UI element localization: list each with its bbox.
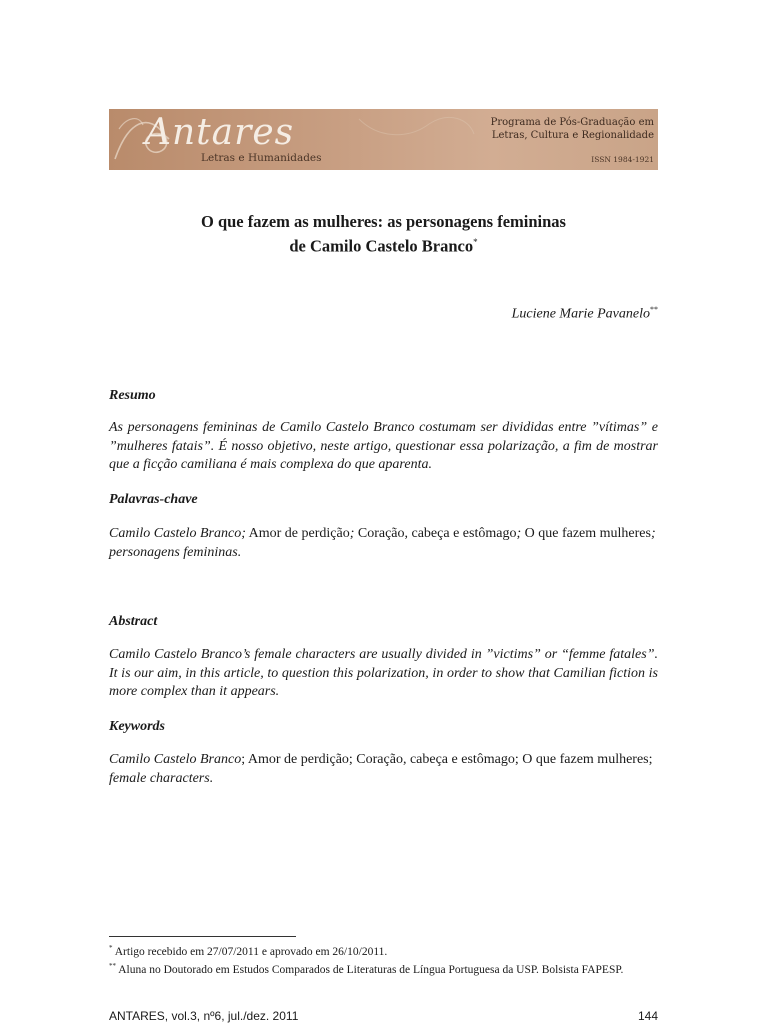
resumo-text: As personagens femininas de Camilo Castelo Branco costumam ser divididas entre ”vítimas” e ”mulheres fatais”. É nosso objetivo, neste artigo, questionar essa polarização, a fim de mostrar que a ficção camiliana é mais complexa do que aparenta. xyxy=(109,420,658,472)
title-footnote-mark[interactable]: * xyxy=(473,237,478,247)
author-name: Luciene Marie Pavanelo xyxy=(511,306,650,322)
abstract-heading: Abstract xyxy=(109,614,158,629)
journal-footer: ANTARES, vol.3, nº6, jul./dez. 2011 xyxy=(109,1009,299,1023)
keyword-3: Coração, cabeça e estômago xyxy=(354,526,517,541)
program-name xyxy=(454,116,654,142)
article-title xyxy=(109,212,658,257)
program-line-1: Programa de Pós-Graduação em xyxy=(490,117,654,128)
keyword-sep-2: ; xyxy=(516,526,522,541)
palavras-chave-heading: Palavras-chave xyxy=(109,492,198,507)
title-line-2 xyxy=(109,232,658,257)
keywords-text xyxy=(109,751,658,788)
en-keyword-2: ; Amor de perdição; Coração, cabeça e estômago; O que fazem mulheres; xyxy=(241,752,653,767)
palavras-chave-text xyxy=(109,525,658,562)
title-line-1: O que fazem as mulheres: as personagens femininas xyxy=(201,212,566,231)
keyword-1: Camilo Castelo Branco; xyxy=(109,526,246,541)
article-author xyxy=(512,305,658,323)
page-number: 144 xyxy=(637,1009,658,1023)
journal-logo: Antares xyxy=(145,112,295,153)
journal-logo-subtitle: Letras e Humanidades xyxy=(201,152,322,164)
footnote-2-text: Aluna no Doutorado em Estudos Comparados de Literaturas de Língua Portuguesa da USP. Bolsista FAPESP. xyxy=(116,963,624,976)
en-keyword-1: Camilo Castelo Branco xyxy=(109,752,242,767)
footnote-1-text: Artigo recebido em 27/07/2011 e aprovado em 26/10/2011. xyxy=(112,945,388,958)
footnote-1-mark: * xyxy=(109,944,113,952)
program-line-2: Letras, Cultura e Regionalidade xyxy=(491,130,654,141)
footnote-2-mark: ** xyxy=(109,962,116,970)
keyword-2: Amor de perdição xyxy=(245,526,350,541)
keyword-4: O que fazem mulheres xyxy=(521,526,651,541)
issn: ISSN 1984-1921 xyxy=(591,155,654,164)
author-footnote-mark[interactable]: ** xyxy=(650,305,658,314)
footnote-divider xyxy=(109,936,296,937)
footnote-2 xyxy=(109,958,658,979)
en-keyword-3: female characters. xyxy=(109,770,214,786)
keyword-5: ; personagens femininas. xyxy=(109,526,656,560)
title-line-2-text: de Camilo Castelo Branco xyxy=(289,236,474,256)
keywords-heading: Keywords xyxy=(109,719,165,734)
resumo-heading: Resumo xyxy=(109,388,156,403)
keyword-sep-1: ; xyxy=(349,526,355,541)
abstract-text: Camilo Castelo Branco’s female characters are usually divided in ”victims” or “femme fatales”. It is our aim, in this article, to question this polarization, in order to show that Camilian fiction is more complex than it appears. xyxy=(109,647,658,699)
journal-banner xyxy=(109,109,658,170)
